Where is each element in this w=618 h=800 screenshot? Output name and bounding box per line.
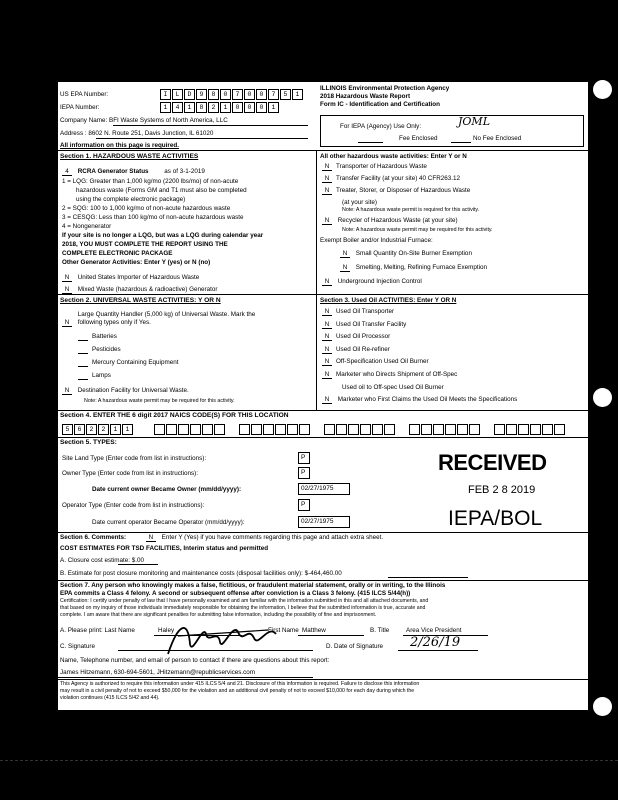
iepa-use-label: For IEPA (Agency) Use Only: [340, 123, 422, 130]
other-activity-label: Transporter of Hazardous Waste [336, 163, 427, 170]
us-epa-digit: 7 [232, 89, 243, 100]
received-office: IEPA/BOL [448, 507, 543, 530]
naics-digit: 2 [86, 424, 97, 435]
other-activities-title: All other hazardous waste activities: Enter Y or N [320, 153, 467, 160]
universal-waste-type-label: Mercury Containing Equipment [92, 359, 179, 366]
naics-blank-box [469, 424, 480, 435]
destination-value: N [62, 387, 72, 395]
punch-hole-top [593, 80, 612, 99]
print-name-label: A. Please print: Last Name [60, 627, 135, 634]
naics-blank-box [518, 424, 529, 435]
iepa-digit: 2 [208, 102, 219, 113]
naics-blank-box [409, 424, 420, 435]
recycler-value: N [322, 217, 332, 225]
date-label: D. Date of Signature [326, 643, 384, 650]
naics-digit: 1 [110, 424, 121, 435]
received-stamp: RECEIVED [438, 450, 547, 475]
naics-blank-box [275, 424, 286, 435]
universal-waste-type-blank [78, 372, 88, 380]
fee-enclosed-label: Fee Enclosed [399, 135, 438, 142]
lqh-label: Large Quantity Handler (5,000 kg) of Universal Waste. Mark the [77, 311, 256, 318]
universal-waste-type-row [78, 359, 178, 372]
used-oil-value: N [322, 358, 332, 366]
iepa-digit: 1 [220, 102, 231, 113]
no-fee-label: No Fee Enclosed [473, 135, 522, 142]
footer-line-2: may result in a civil penalty of not to exceed $50,000 for the violation and an additional civil penalty of not to exceed $10,000 for each day during which the [60, 688, 415, 694]
naics-blank-box [433, 424, 444, 435]
used-oil-value: N [322, 333, 332, 341]
section1-line: hazardous waste (Forms GM and T1 must also be completed [76, 187, 247, 194]
us-epa-digit: 0 [220, 89, 231, 100]
used-oil-value: N [322, 371, 332, 379]
uic-label: Underground Injection Control [337, 278, 422, 285]
importer-row [62, 274, 199, 282]
us-epa-digit: 8 [208, 89, 219, 100]
closure-cost: A. Closure cost estimate: $.00 [60, 557, 144, 564]
destination-row [62, 387, 189, 395]
naics-blank-box [263, 424, 274, 435]
naics-blank-box [190, 424, 201, 435]
universal-waste-types [78, 333, 178, 385]
mixed-row [62, 286, 218, 294]
section1-line: 4 = Nongenerator [62, 223, 112, 230]
other-activity-value: N [322, 175, 332, 183]
universal-waste-type-row [78, 346, 178, 359]
owner-date-value: 02/27/1975 [298, 483, 350, 495]
smelting-label: Smelting, Melting, Refining Furnace Exemption [355, 264, 487, 271]
naics-blank-group [324, 424, 396, 435]
naics-blank-box [445, 424, 456, 435]
operator-type-value: P [298, 499, 310, 511]
section1-line: 2018, YOU MUST COMPLETE THE REPORT USING THE [62, 241, 228, 248]
exempt-title: Exempt Boiler and/or Industrial Furnace: [320, 237, 433, 244]
site-land-value: P [298, 452, 310, 464]
other-activity-label: Treater, Storer, or Disposer of Hazardous Waste [336, 187, 471, 194]
naics-blank-group [239, 424, 311, 435]
destination-label: Destination Facility for Universal Waste. [77, 387, 189, 394]
naics-blank-box [202, 424, 213, 435]
naics-blank-box [154, 424, 165, 435]
other-activity-row [322, 175, 470, 187]
used-oil-value: N [322, 308, 332, 316]
agency-name: ILLINOIS Environmental Protection Agency [320, 85, 450, 92]
naics-blank-box [336, 424, 347, 435]
us-epa-label: US EPA Number: [60, 91, 109, 98]
small-burner-label: Small Quantity On-Site Burner Exemption [355, 250, 472, 257]
naics-code [62, 424, 134, 435]
rcra-status [62, 168, 205, 176]
post-closure-cost: B. Estimate for post closure monitoring and maintenance costs (disposal facilities only): $-464,460.00 [60, 570, 342, 577]
us-epa-digit: 7 [268, 89, 279, 100]
section1-descriptions [62, 178, 263, 268]
used-oil-list [322, 308, 457, 383]
importer-value: N [62, 274, 72, 282]
us-epa-digit: I [160, 89, 171, 100]
permit-note-2: Note: A hazardous waste permit may be required for this activity. [342, 227, 493, 233]
naics-blank-box [287, 424, 298, 435]
naics-blank-box [384, 424, 395, 435]
us-epa-digit: 0 [244, 89, 255, 100]
used-oil-cont: Used oil to Off-spec Used Oil Burner [342, 384, 444, 391]
iepa-digit: 0 [256, 102, 267, 113]
naics-blank-group [409, 424, 481, 435]
section5-title: Section 5. TYPES: [60, 439, 117, 446]
form-title: Form IC - Identification and Certification [320, 101, 440, 108]
naics-blank-box [530, 424, 541, 435]
iepa-number [160, 102, 280, 113]
date-value: 2/26/19 [410, 635, 461, 650]
lqh-row-2 [62, 319, 151, 327]
lqh-value: N [62, 319, 72, 327]
punch-hole-middle [593, 388, 612, 407]
smelting-row [340, 264, 487, 272]
naics-digit: 1 [122, 424, 133, 435]
naics-blank-box [324, 424, 335, 435]
used-oil-label: Used Oil Processor [336, 333, 391, 340]
certification-2: that based on my inquiry of those individuals immediately responsible for obtaining the information, I believe that the submitted information is true, accurate and [60, 605, 426, 611]
operator-date-value: 02/27/1975 [298, 516, 350, 528]
iepa-digit: 4 [172, 102, 183, 113]
small-burner-value: N [340, 250, 350, 258]
section1-line: Other Generator Activities: Enter Y (yes) or N (no) [62, 259, 211, 266]
naics-digit: 2 [98, 424, 109, 435]
naics-digit: 6 [74, 424, 85, 435]
section1-title: Section 1. HAZARDOUS WASTE ACTIVITIES [60, 153, 199, 160]
naics-blank-box [214, 424, 225, 435]
us-epa-digit: 1 [292, 89, 303, 100]
used-oil-last-row [322, 396, 517, 404]
mixed-label: Mixed Waste (hazardous & radioactive) Generator [77, 286, 218, 293]
iepa-digit: 0 [244, 102, 255, 113]
iepa-form-ic [58, 82, 588, 710]
naics-blank-box [348, 424, 359, 435]
us-epa-digit: 0 [256, 89, 267, 100]
naics-blank-box [372, 424, 383, 435]
naics-blank-box [554, 424, 565, 435]
iepa-digit: 8 [196, 102, 207, 113]
used-oil-row [322, 321, 457, 334]
used-oil-row [322, 358, 457, 371]
contact-label: Name, Telephone number, and email of person to contact if there are questions about this report: [60, 657, 330, 664]
universal-waste-type-row [78, 372, 178, 385]
naics-blank-box [239, 424, 250, 435]
us-epa-number [160, 89, 304, 100]
used-oil-value: N [322, 346, 332, 354]
site-land-label: Site Land Type (Enter code from list in instructions): [62, 455, 207, 462]
all-info-note: All information on this page is required. [60, 142, 179, 149]
us-epa-digit: 9 [196, 89, 207, 100]
scan-edge-line [0, 760, 618, 761]
used-oil-label: Used Oil Transporter [336, 308, 395, 315]
naics-blank-box [421, 424, 432, 435]
section1-line: 2 = SQG: 100 to 1,000 kg/mo of non-acute hazardous waste [62, 205, 231, 212]
rcra-status-value: 4 [62, 168, 72, 176]
section4-title: Section 4. ENTER THE 6 digit 2017 NAICS CODE(S) FOR THIS LOCATION [60, 412, 289, 419]
smelting-value: N [340, 264, 350, 272]
naics-blank-box [251, 424, 262, 435]
other-activity-label: Transfer Facility (at your site) 40 CFR263.12 [336, 175, 460, 182]
importer-label: United States Importer of Hazardous Waste [77, 274, 200, 281]
received-date: FEB 2 8 2019 [468, 484, 536, 496]
used-oil-last-label: Marketer who First Claims the Used Oil Meets the Specifications [337, 396, 518, 403]
naics-blank-box [494, 424, 505, 435]
naics-digit: 5 [62, 424, 73, 435]
naics-blank-box [166, 424, 177, 435]
used-oil-label: Used Oil Re-refiner [336, 345, 390, 353]
us-epa-digit: 5 [280, 89, 291, 100]
used-oil-label: Used Oil Transfer Facility [336, 320, 407, 328]
universal-waste-type-label: Lamps [92, 372, 111, 379]
owner-date-label: Date current owner Became Owner (mm/dd/yyyy): [92, 486, 242, 493]
section1-line: If your site is no longer a LQG, but was a LQG during calendar year [62, 232, 264, 239]
section7-title: Section 7. Any person who knowingly makes a false, fictitious, or fraudulent material statement, orally or in writing, to the Illinois [60, 582, 446, 589]
uic-row [322, 278, 422, 286]
first-name-value: Matthew [302, 627, 326, 634]
naics-blank-box [178, 424, 189, 435]
section1-line: using the complete electronic package) [76, 196, 186, 203]
section7-title-2: EPA commits a Class 4 felony. A second or subsequent offense after conviction is a Class 3 felony. (415 ILCS 5/44(h)) [60, 590, 411, 597]
universal-waste-type-row [78, 333, 178, 346]
iepa-label: IEPA Number: [60, 104, 100, 111]
naics-blank-box [360, 424, 371, 435]
section2-title: Section 2. UNIVERSAL WASTE ACTIVITIES: Y OR N [60, 297, 221, 304]
us-epa-digit: L [172, 89, 183, 100]
rcra-status-label: RCRA Generator Status [77, 168, 149, 175]
naics-blank-group [494, 424, 566, 435]
used-oil-row [322, 371, 457, 384]
at-site-note: (at your site) [342, 199, 377, 206]
operator-date-label: Date current operator Became Operator (mm/dd/yyyy): [92, 519, 245, 526]
contact-value: James Hitzemann, 630-694-5601, JHitzemann@republicservices.com [60, 669, 256, 676]
owner-type-label: Owner Type (Enter code from list in instructions): [62, 470, 199, 477]
naics-blank-group [154, 424, 226, 435]
punch-hole-bottom [593, 697, 612, 716]
title-value: Area Vice President [406, 627, 462, 634]
used-oil-row [322, 346, 457, 359]
naics-blank-box [457, 424, 468, 435]
comments-value: N [146, 534, 156, 542]
naics-blank-box [542, 424, 553, 435]
iepa-digit: 1 [184, 102, 195, 113]
naics-blank-box [506, 424, 517, 435]
used-oil-label: Marketer who Directs Shipment of Off-Spec [336, 370, 458, 378]
section1-line: COMPLETE ELECTRONIC PACKAGE [62, 250, 173, 257]
first-name-label: First Name [268, 627, 299, 634]
iepa-digit: 0 [232, 102, 243, 113]
cost-title: COST ESTIMATES FOR TSD FACILITIES, Interim status and permitted [60, 545, 269, 552]
iepa-digit: 1 [160, 102, 171, 113]
lqh-row [62, 311, 255, 318]
rcra-status-date: as of 3-1-2019 [164, 168, 205, 175]
section6-title: Section 6. Comments: [60, 534, 127, 541]
address: Address : 8602 N. Route 251, Davis Junction, IL 61020 [60, 130, 214, 137]
comments-label: Enter Y (Yes) if you have comments regarding this page and attach extra sheet. [161, 534, 384, 541]
small-burner-row [340, 250, 472, 258]
naics-blank-box [299, 424, 310, 435]
used-oil-row [322, 333, 457, 346]
universal-waste-type-blank [78, 359, 88, 367]
recycler-row [322, 217, 458, 225]
section3-title: Section 3. Used Oil ACTIVITIES: Enter Y OR N [320, 297, 457, 304]
uic-value: N [322, 278, 332, 286]
other-activities-list [322, 163, 470, 199]
permit-note-1: Note: A hazardous waste permit is required for this activity. [342, 207, 480, 213]
signature-drawing [148, 614, 298, 660]
section1-line: 1 = LQG: Greater than 1,000 kg/mo (2200 lbs/mo) of non-acute [62, 178, 239, 185]
used-oil-value: N [322, 321, 332, 329]
signature-label: C. Signature [60, 643, 96, 650]
handwritten-initials: JOML [458, 115, 490, 128]
other-activity-value: N [322, 163, 332, 171]
operator-type-label: Operator Type (Enter code from list in instructions): [62, 502, 205, 509]
other-activity-value: N [322, 187, 332, 195]
universal-waste-type-blank [78, 333, 88, 341]
footer-line-3: violation continues (415 ILCS 5/42 and 44). [60, 695, 160, 701]
company-name: Company Name: BFI Waste Systems of North America, LLC [60, 117, 228, 124]
other-activity-row [322, 187, 470, 199]
iepa-digit: 1 [268, 102, 279, 113]
last-name-value: Haley [158, 627, 175, 634]
section6-row [60, 534, 383, 542]
owner-type-value: P [298, 467, 310, 479]
footer-line-1: This Agency is authorized to require this information under 415 ILCS 5/4 and 21. Disclosure of this information is required. Failure to disclose this information [60, 681, 420, 687]
section2-note: Note: A hazardous waste permit may be required for this activity. [84, 398, 235, 404]
universal-waste-type-label: Pesticides [92, 346, 121, 353]
other-activity-row [322, 163, 470, 175]
recycler-label: Recycler of Hazardous Waste (at your site) [337, 217, 458, 224]
used-oil-row [322, 308, 457, 321]
used-oil-label: Off-Specification Used Oil Burner [336, 358, 429, 365]
certification-1: Certification: I certify under penalty of law that I have personally examined and am familiar with the information submitted in this and all attached documents, and [60, 598, 429, 604]
us-epa-digit: D [184, 89, 195, 100]
universal-waste-type-blank [78, 346, 88, 354]
universal-waste-type-label: Batteries [92, 333, 117, 340]
lqh-label-2: following types only if Yes. [77, 319, 151, 326]
mixed-value: N [62, 286, 72, 294]
certification-3: complete. I am aware that there are significant penalties for submitting false information, including the possibility of fine and imprisonment. [60, 612, 377, 618]
used-oil-last-value: N [322, 396, 332, 404]
report-title: 2018 Hazardous Waste Report [320, 93, 411, 100]
section1-line: 3 = CESQG: Less than 100 kg/mo of non-acute hazardous waste [62, 214, 244, 221]
title-label: B. Title [370, 627, 390, 634]
